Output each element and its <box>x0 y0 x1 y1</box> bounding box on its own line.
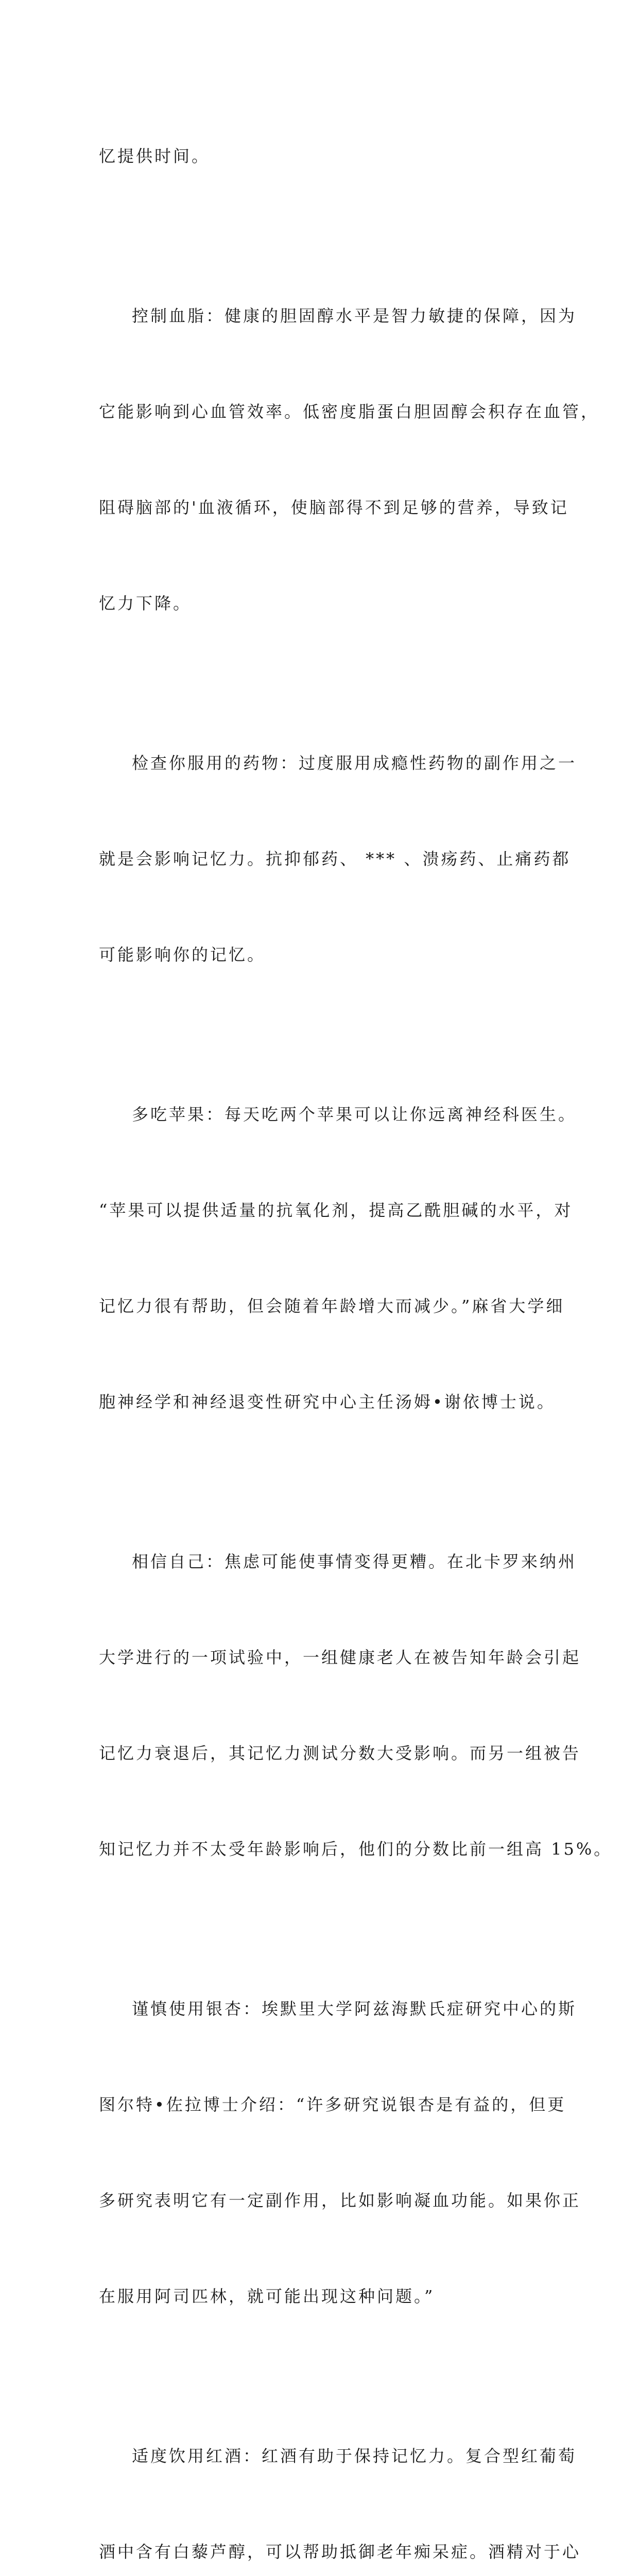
text-line: 酒中含有白藜芦醇，可以帮助抵御老年痴呆症。酒精对于心 <box>99 2542 581 2562</box>
text-line: 忆力下降。 <box>99 594 192 613</box>
text-line: 控制血脂：健康的胆固醇水平是智力敏捷的保障，因为 <box>132 306 577 326</box>
text-line: 在服用阿司匹林，就可能出现这种问题。” <box>99 2286 435 2306</box>
text-line: 记忆力衰退后，其记忆力测试分数大受影响。而另一组被告 <box>99 1743 581 1763</box>
text-line: 检查你服用的药物：过度服用成瘾性药物的副作用之一 <box>132 753 577 773</box>
text-line: “苹果可以提供适量的抗氧化剂，提高乙酰胆碱的水平，对 <box>99 1200 573 1220</box>
text-line: 就是会影响记忆力。抗抑郁药、 *** 、溃疡药、止痛药都 <box>99 849 571 869</box>
text-line: 图尔特•佐拉博士介绍：“许多研究说银杏是有益的，但更 <box>99 2095 566 2114</box>
text-line: 阻碍脑部的'血液循环，使脑部得不到足够的营养，导致记 <box>99 498 569 517</box>
paragraph-blood-lipids <box>99 236 600 683</box>
text-line: 忆提供时间。 <box>99 146 211 166</box>
text-line: 相信自己：焦虑可能使事情变得更糟。在北卡罗来纳州 <box>132 1552 577 1571</box>
text-line: 可能影响你的记忆。 <box>99 945 266 964</box>
paragraph-ginkgo <box>99 1929 581 2376</box>
paragraph-red-wine <box>99 2376 581 2576</box>
text-line: 多研究表明它有一定副作用，比如影响凝血功能。如果你正 <box>99 2191 581 2210</box>
text-line: 它能影响到心血管效率。低密度脂蛋白胆固醇会积存在血管， <box>99 402 600 421</box>
paragraph-continuation <box>99 76 547 236</box>
paragraph-self-belief <box>99 1482 613 1929</box>
document-body <box>99 76 613 2576</box>
text-line: 胞神经学和神经退变性研究中心主任汤姆•谢依博士说。 <box>99 1392 556 1412</box>
paragraph-apples <box>99 1035 577 1482</box>
text-line: 大学进行的一项试验中，一组健康老人在被告知年龄会引起 <box>99 1648 581 1667</box>
paragraph-medications <box>99 683 577 1035</box>
text-line: 适度饮用红酒：红酒有助于保持记忆力。复合型红葡萄 <box>132 2446 577 2466</box>
text-line: 多吃苹果：每天吃两个苹果可以让你远离神经科医生。 <box>132 1105 577 1124</box>
text-line: 知记忆力并不太受年龄影响后，他们的分数比前一组高 15%。 <box>99 1839 613 1859</box>
text-line: 记忆力很有帮助，但会随着年龄增大而减少。”麻省大学细 <box>99 1296 565 1316</box>
text-line: 谨慎使用银杏：埃默里大学阿兹海默氏症研究中心的斯 <box>132 1999 577 2019</box>
